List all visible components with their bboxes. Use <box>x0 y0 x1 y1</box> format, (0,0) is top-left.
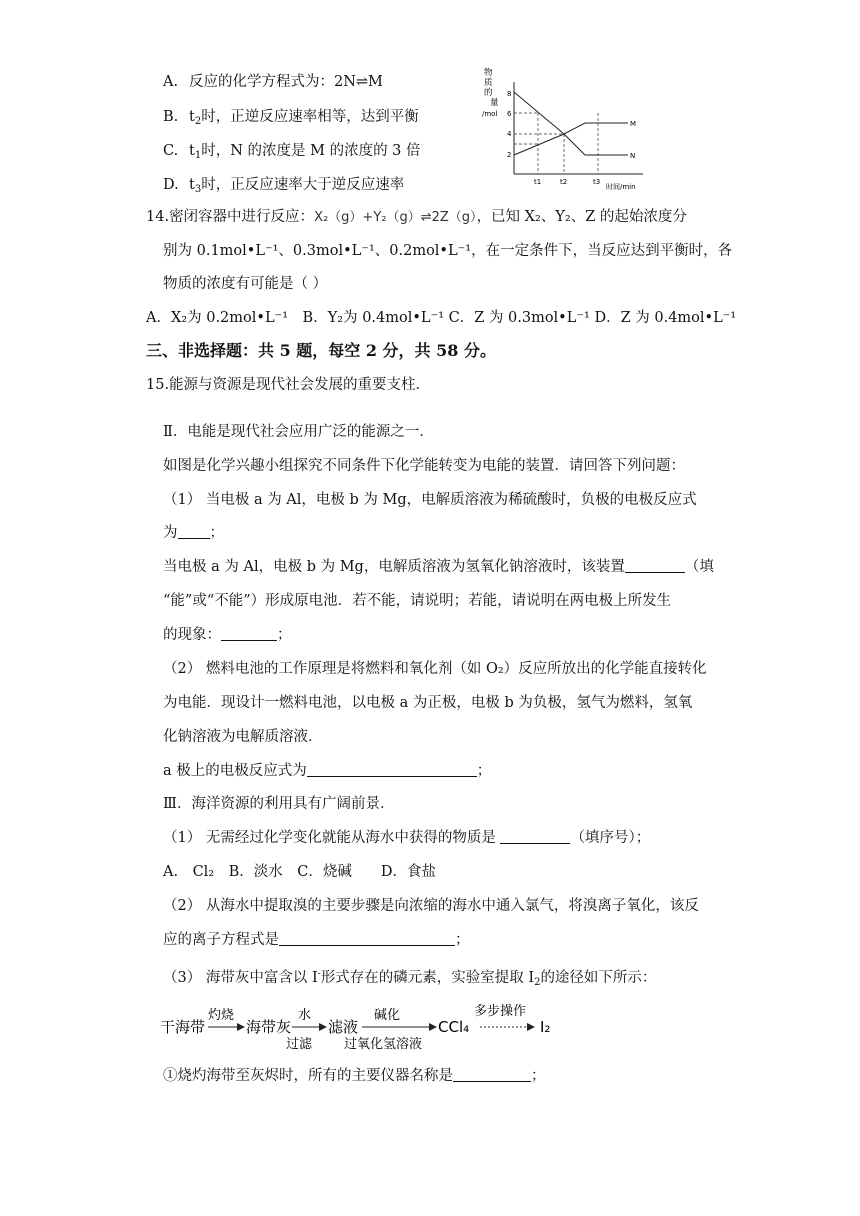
q15-part2-q1-line1: （1） 当电极 a 为 Al，电极 b 为 Mg，电解质溶液为稀硫酸时，负极的电极反应式 <box>163 492 697 508</box>
flow-arrow2-top: 水 <box>298 1008 312 1023</box>
graph-ylabel-4: 量 <box>490 98 499 108</box>
q13-option-c: C. $t_1$时，N 的浓度是 M 的浓度的 3 倍 <box>163 143 421 161</box>
q13-option-b: B. $t_2$时，正逆反应速率相等，达到平衡 <box>163 109 419 127</box>
q15-part2-title: Ⅱ．电能是现代社会应用广泛的能源之一． <box>163 424 434 440</box>
q15-part2-q2-line3: 化钠溶液为电解质溶液． <box>163 729 323 745</box>
answer-blank[interactable] <box>500 829 570 844</box>
graph-ylabel-1: 物 <box>484 68 493 78</box>
q15-part3-q3-sub1: ①烧灼海带至灰烬时，所有的主要仪器名称是 ； <box>163 1068 546 1084</box>
answer-blank[interactable] <box>279 931 455 946</box>
q13-option-d: D. $t_3$时，正反应速率大于逆反应速率 <box>163 177 405 195</box>
answer-blank[interactable] <box>178 524 210 539</box>
q14-stem-line3: 物质的浓度有可能是（ ） <box>163 276 328 292</box>
q15-part2-q1-line2: 为 ； <box>163 525 224 541</box>
flow-arrow3-bottom: 过氧化氢溶液 <box>344 1037 423 1052</box>
graph-yunit: /mol <box>482 110 498 118</box>
flow-arrow4-top: 多步操作 <box>474 1004 527 1019</box>
graph-xlabel: 时间/min <box>606 183 636 191</box>
graph-ytick-4: 4 <box>507 130 512 138</box>
flow-step-ccl4: CCl₄ <box>438 1018 470 1036</box>
q15-part2-q1-line3: 当电极 a 为 Al，电极 b 为 Mg，电解质溶液为氢氧化钠溶液时，该装置 （填 <box>163 559 714 575</box>
q13-graph <box>478 62 678 194</box>
flow-arrow2-bottom: 过滤 <box>286 1037 313 1052</box>
flow-step-iodine: I₂ <box>540 1018 551 1036</box>
graph-ytick-6: 6 <box>507 110 512 118</box>
graph-xtick-t1: t1 <box>534 178 542 186</box>
q15-part2-line1: 如图是化学兴趣小组探究不同条件下化学能转变为电能的装置．请回答下列问题： <box>163 458 685 474</box>
q13-option-a: A. 反应的化学方程式为：2N⇌M <box>163 74 383 90</box>
iodine-extraction-flow <box>160 998 660 1056</box>
graph-ylabel-2: 质 <box>484 78 493 88</box>
q14-options: A．X₂为 0.2mol•L⁻¹ B．Y₂为 0.4mol•L⁻¹ C．Z 为 0.3mol•L⁻¹ D．Z 为 0.4mol•L⁻¹ <box>146 310 737 326</box>
q15-part2-q2-line4: a 极上的电极反应式为 ； <box>163 763 492 779</box>
answer-blank[interactable] <box>307 762 477 777</box>
graph-series-m: M <box>630 120 637 128</box>
graph-xtick-t3: t3 <box>593 178 601 186</box>
graph-ylabel-3: 的 <box>484 88 493 98</box>
q15-part2-q1-line4: “能”或“不能”）形成原电池．若不能，请说明；若能，请说明在两电极上所发生 <box>163 593 672 609</box>
answer-blank[interactable] <box>453 1067 531 1082</box>
flow-step-filtrate: 滤液 <box>328 1018 359 1036</box>
flow-arrow1-top: 灼烧 <box>208 1008 235 1023</box>
q14-stem-line2: 别为 0.1mol•L⁻¹、0.3mol•L⁻¹、0.2mol•L⁻¹，在一定条件下，当反应达到平衡时，各 <box>163 243 733 259</box>
q15-part2-q2-line2: 为电能．现设计一燃料电池，以电极 a 为正极，电极 b 为负极，氢气为燃料，氢氧 <box>163 695 693 711</box>
q15-part3-q1: （1） 无需经过化学变化就能从海水中获得的物质是 （填序号）； <box>163 830 651 846</box>
q15-part2-q1-line5: 的现象： ； <box>163 627 292 643</box>
q15-part2-q2-line1: （2） 燃料电池的工作原理是将燃料和氧化剂（如 O₂）反应所放出的化学能直接转化 <box>163 661 707 677</box>
graph-series-n: N <box>630 152 636 160</box>
q14-stem-line1: 14.密闭容器中进行反应：X₂（g）+Y₂（g）⇌2Z（g），已知 X₂、Y₂、Z 的起始浓度分 <box>146 209 687 225</box>
flow-arrow3-top: 碱化 <box>374 1008 401 1023</box>
q15-intro: 15.能源与资源是现代社会发展的重要支柱． <box>146 377 431 393</box>
graph-ytick-2: 2 <box>507 151 512 159</box>
section-title: 三、非选择题：共 5 题，每空 2 分，共 58 分。 <box>146 341 496 360</box>
flow-step-dried-kelp: 干海带 <box>160 1018 206 1036</box>
answer-blank[interactable] <box>221 626 277 641</box>
answer-blank[interactable] <box>625 558 685 573</box>
q15-part3-q1-options: A. Cl₂ B．淡水 C．烧碱 D．食盐 <box>163 864 436 880</box>
q15-part3-q3: （3） 海带灰中富含以 I-形式存在的磷元素，实验室提取 $I_2$的途径如下所示： <box>163 969 657 988</box>
graph-ytick-8: 8 <box>507 90 512 98</box>
q15-part3-title: Ⅲ．海洋资源的利用具有广阔前景． <box>163 796 395 812</box>
graph-xtick-t2: t2 <box>560 178 568 186</box>
q15-part3-q2-line2: 应的离子方程式是 ； <box>163 932 470 948</box>
flow-step-kelp-ash: 海带灰 <box>246 1018 292 1036</box>
q15-part3-q2-line1: （2） 从海水中提取溴的主要步骤是向浓缩的海水中通入氯气，将溴离子氧化，该反 <box>163 898 699 914</box>
